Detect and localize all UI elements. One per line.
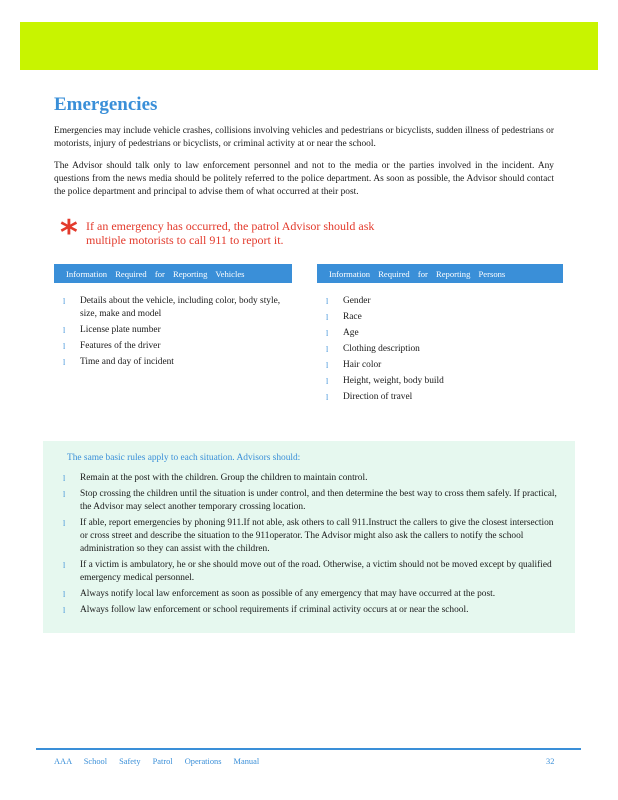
persons-heading: Information Required for Reporting Persons xyxy=(317,264,563,283)
bullet-icon: l xyxy=(63,297,66,306)
list-item: l License plate number xyxy=(63,325,161,335)
bullet-icon: l xyxy=(63,474,66,483)
bullet-icon: l xyxy=(63,590,66,599)
list-item: l Age xyxy=(326,328,359,338)
list-item: l Race xyxy=(326,312,362,322)
bullet-icon: l xyxy=(326,361,329,370)
vehicles-heading: Information Required for Reporting Vehicles xyxy=(54,264,292,283)
list-item: l Direction of travel xyxy=(326,392,413,402)
footer-title: AAA School Safety Patrol Operations Manual xyxy=(54,757,260,766)
list-item: l Hair color xyxy=(326,360,382,370)
list-item: l Time and day of incident xyxy=(63,357,174,367)
list-item: l If a victim is ambulatory, he or she should move out of the road. Otherwise, a victim should not be moved except by qualified emergency medical personnel. xyxy=(63,560,552,583)
bullet-icon: l xyxy=(326,377,329,386)
list-item: l Height, weight, body build xyxy=(326,376,444,386)
bullet-icon: l xyxy=(63,490,66,499)
bullet-icon: l xyxy=(63,326,66,335)
page-number: 32 xyxy=(546,757,555,766)
bullet-icon: l xyxy=(326,345,329,354)
bullet-icon: l xyxy=(63,342,66,351)
persons-list xyxy=(326,295,546,407)
vehicles-list xyxy=(63,295,287,372)
page-title: Emergencies xyxy=(54,94,158,115)
list-item: l Remain at the post with the children. Group the children to maintain control. xyxy=(63,473,368,483)
list-item: l Always follow law enforcement or school requirements if criminal activity occurs at or near the school. xyxy=(63,605,469,615)
rules-list xyxy=(63,472,563,620)
list-item: l Clothing description xyxy=(326,344,420,354)
list-item: l Always notify local law enforcement as soon as possible of any emergency that may have occurred at the post. xyxy=(63,589,496,599)
bullet-icon: l xyxy=(326,393,329,402)
callout-text: If an emergency has occurred, the patrol Advisor should ask multiple motorists to call 911 to report it. xyxy=(86,219,375,247)
bullet-icon: l xyxy=(63,358,66,367)
bullet-icon: l xyxy=(63,519,66,528)
advisor-paragraph: The Advisor should talk only to law enforcement personnel and not to the media or the parties involved in the incident. Any questions from the news media should be politely referred to the police department. As soon as possible, the Advisor should contact the police department and principal to advise them of what occurred at their post. xyxy=(54,161,554,197)
top-color-bar xyxy=(20,22,598,70)
list-item: l If able, report emergencies by phoning 911.If not able, ask others to call 911.Instruct the callers to give the closest intersection or cross street and describe the situation to the 911operator. The Advisor might also ask the callers to notify the school administration so they can assist with the children. xyxy=(63,518,554,554)
list-item: l Gender xyxy=(326,296,371,306)
list-item: l Stop crossing the children until the situation is under control, and then determine the best way to cross them safely. If practical, the Advisor may select another temporary crossing location. xyxy=(63,489,557,512)
asterisk-icon: * xyxy=(60,213,78,253)
bullet-icon: l xyxy=(326,297,329,306)
list-item: l Features of the driver xyxy=(63,341,161,351)
callout xyxy=(60,213,560,253)
footer-divider xyxy=(36,748,581,750)
bullet-icon: l xyxy=(326,329,329,338)
bullet-icon: l xyxy=(63,606,66,615)
bullet-icon: l xyxy=(63,561,66,570)
bullet-icon: l xyxy=(326,313,329,322)
list-item: l Details about the vehicle, including color, body style, size, make and model xyxy=(63,296,281,319)
rules-box xyxy=(43,441,575,633)
intro-paragraph: Emergencies may include vehicle crashes, collisions involving vehicles and pedestrians or bicyclists, sudden illness of pedestrians or motorists, injury of pedestrians or bicyclists, or criminal activity at or near the school. xyxy=(54,126,554,149)
rules-intro: The same basic rules apply to each situation. Advisors should: xyxy=(67,453,301,463)
